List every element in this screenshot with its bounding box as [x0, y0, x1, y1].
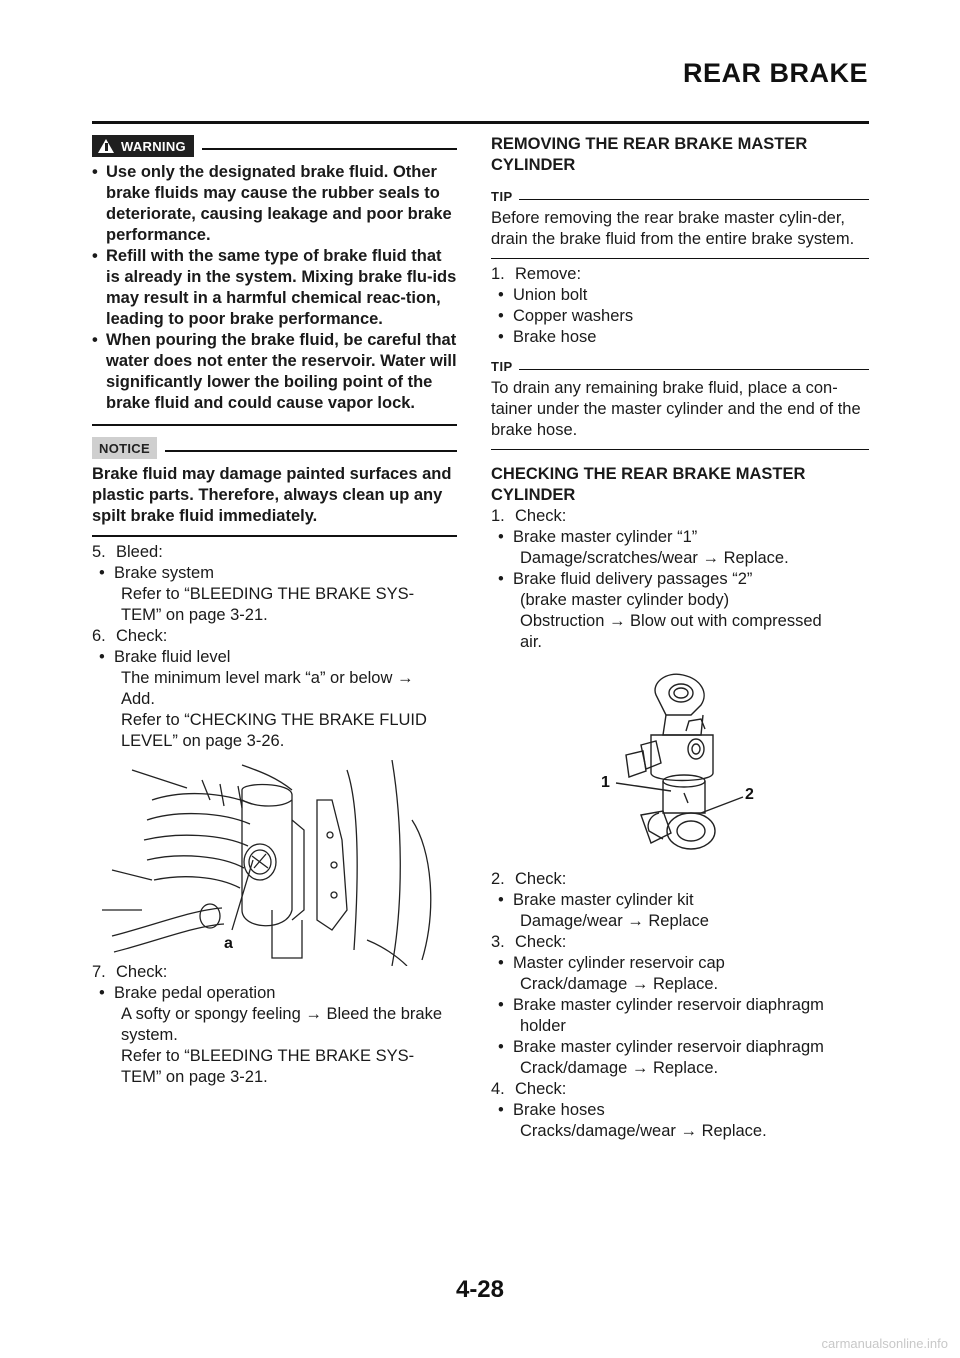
- tip-label: TIP: [491, 359, 513, 374]
- figure-label-1: 1: [601, 774, 610, 791]
- check-step-2: 2. Check: • Brake master cylinder kit Damage/wear → Replace: [491, 869, 869, 932]
- check-step-4: 4. Check: • Brake hoses Cracks/damage/wear → Replace.: [491, 1079, 869, 1142]
- warning-item: • When pouring the brake fluid, be careful that water does not enter the reservoir. Water will significantly lower the boiling point of the brake fluid and could cause vapor lock.: [92, 330, 457, 414]
- notice-text: Brake fluid may damage painted surfaces and plastic parts. Therefore, always clean up any spilt brake fluid immediately.: [92, 465, 452, 525]
- tip-header: [491, 352, 869, 374]
- warning-header: [92, 134, 457, 158]
- brake-reservoir-illustration: [92, 760, 457, 966]
- warning-badge: [92, 135, 194, 157]
- brake-fluid-level-figure: [92, 760, 457, 966]
- tip-text: Before removing the rear brake master cylin-der, drain the brake fluid from the entire brake system.: [491, 209, 855, 248]
- warning-badge-label: WARNING: [121, 138, 186, 154]
- master-cylinder-figure: [491, 653, 869, 861]
- warning-item: • Refill with the same type of brake fluid that is already in the system. Mixing brake flu-ids may result in a harmful chemical reac-tion, leading to poor brake performance.: [92, 246, 457, 330]
- header-rule: [92, 121, 869, 124]
- notice-header: [92, 436, 457, 460]
- figure-label-a: a: [224, 935, 233, 952]
- figure-label-2: 2: [745, 786, 754, 803]
- remove-step-1: 1. Remove: • Union bolt • Copper washers • Brake hose: [491, 264, 869, 348]
- tip-label: TIP: [491, 189, 513, 204]
- page-number: 4-28: [455, 1276, 505, 1303]
- page-title: REAR BRAKE: [682, 58, 868, 88]
- warning-list: [92, 162, 457, 414]
- notice-badge: NOTICE: [92, 437, 157, 459]
- right-column: [491, 134, 869, 1142]
- check-step-3: 3. Check: • Master cylinder reservoir cap Crack/damage → Replace. • Brake master cylinder reservoir diaphragm holder • Brake master cylinder reservoir diaphragm Crack/damage → Replace.: [491, 932, 869, 1079]
- warning-triangle-icon: [98, 139, 114, 153]
- watermark: carmanualsonline.info: [821, 1336, 948, 1351]
- section-title-checking: CHECKING THE REAR BRAKE MASTER CYLINDER: [491, 465, 806, 504]
- step-5: 5. Bleed: • Brake system Refer to “BLEEDING THE BRAKE SYS- TEM” on page 3-21.: [92, 542, 457, 626]
- step-7: 7. Check: • Brake pedal operation A softy or spongy feeling → Bleed the brake system. Refer to “BLEEDING THE BRAKE SYS- TEM” on page 3-21.: [92, 962, 457, 1088]
- step-6: 6. Check: • Brake fluid level The minimum level mark “a” or below → Add. Refer to “CHECKING THE BRAKE FLUID LEVEL” on page 3-26.: [92, 626, 457, 752]
- tip-text: To drain any remaining brake fluid, place a con-tainer under the master cylinder and the end of the brake hose.: [491, 379, 861, 439]
- master-cylinder-illustration: [491, 653, 869, 861]
- section-title-removing: REMOVING THE REAR BRAKE MASTER CYLINDER: [491, 135, 808, 174]
- warning-item: • Use only the designated brake fluid. Other brake fluids may cause the rubber seals to deteriorate, causing leakage and poor brake performance.: [92, 162, 457, 246]
- tip-header: [491, 182, 869, 204]
- check-step-1: 1. Check: • Brake master cylinder “1” Damage/scratches/wear → Replace. • Brake fluid delivery passages “2” (brake master cylinder body) Obstruction → Blow out with compressed air.: [491, 506, 869, 653]
- left-column: [92, 134, 457, 1088]
